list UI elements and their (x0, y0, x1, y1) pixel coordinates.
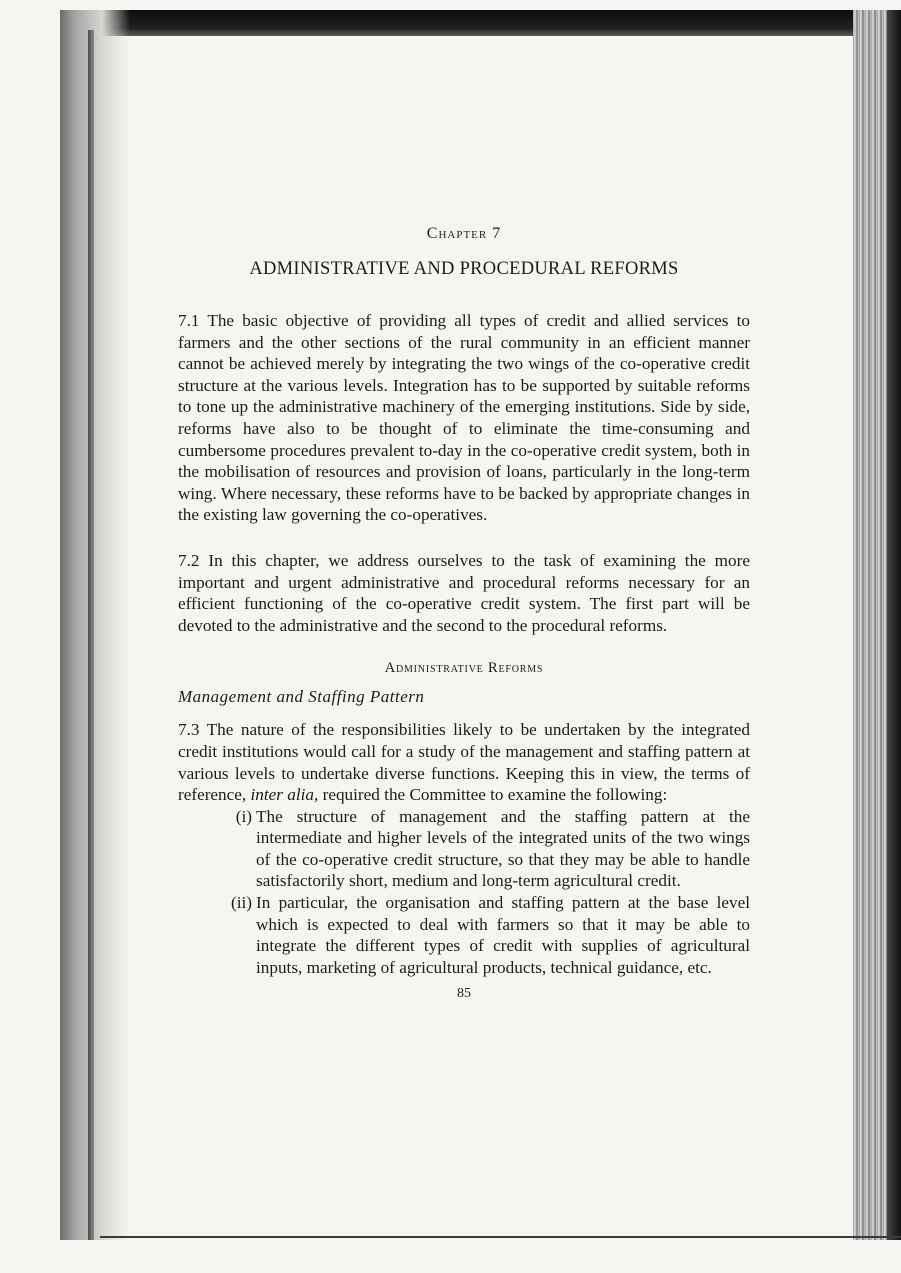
list-item-ii (178, 892, 750, 978)
list-marker-ii: (ii) (231, 893, 252, 913)
paragraph-7-1: 7.1 The basic objective of providing all types of credit and allied services to farmers and the other sections of the rural community in an efficient manner cannot be achieved merely by integrating the two wings of the co-operative credit structure at the various levels. Integration has to be supported by suitable reforms to tone up the administrative machinery of the emerging institutions. Side by side, reforms have also to be thought of to eliminate the time-consuming and cumbersome procedures prevalent to-day in the co-operative credit system, both in the mobilisation of resources and provision of loans, particularly in the long-term wing. Where necessary, these reforms have to be backed by appropriate changes in the existing law governing the co-operatives. (178, 311, 750, 525)
book-top-shadow (60, 10, 901, 36)
right-book-edge (887, 10, 901, 1240)
section-heading: Administrative Reforms (384, 660, 544, 677)
chapter-title: ADMINISTRATIVE AND PROCEDURAL REFORMS (249, 259, 679, 279)
paragraph-7-3-tail: required the Committee to examine the following: (318, 785, 668, 805)
subheading: Management and Staffing Pattern (178, 687, 425, 707)
bottom-page-edge (100, 1236, 901, 1238)
page-number: 85 (457, 986, 471, 1002)
list-item-i (178, 806, 750, 892)
paragraph-7-3-text: 7.3 The nature of the responsibilities likely to be undertaken by the integrated credit institutions would call for a study of the management and staffing pattern at various levels to undertake diverse functions. Keeping this in view, the terms of reference, (178, 720, 750, 805)
paragraph-7-2: 7.2 In this chapter, we address ourselves to the task of examining the more important and urgent administrative and procedural reforms necessary for an efficient functioning of the co-operative credit system. The first part will be devoted to the administrative and the second to the procedural reforms. (178, 550, 750, 635)
list-marker-i: (i) (235, 806, 252, 826)
chapter-label: Chapter 7 (426, 225, 502, 242)
left-page-edge (88, 30, 94, 1240)
list-text-i: The structure of management and the staffing pattern at the intermediate and higher levels of the integrated units of the two wings of the co-operative credit structure, so that they may be able to handle satisfactorily short, medium and long-term agricultural credit. (256, 806, 750, 891)
left-gutter-shadow (60, 10, 130, 1240)
page-content (178, 225, 750, 1002)
list-text-ii: In particular, the organisation and staffing pattern at the base level which is expected to deal with farmers so that it may be able to integrate the different types of credit with supplies of agricultural inputs, marketing of agricultural products, technical guidance, etc. (256, 893, 750, 977)
paragraph-7-3 (178, 719, 750, 805)
inter-alia: inter alia, (250, 785, 319, 805)
